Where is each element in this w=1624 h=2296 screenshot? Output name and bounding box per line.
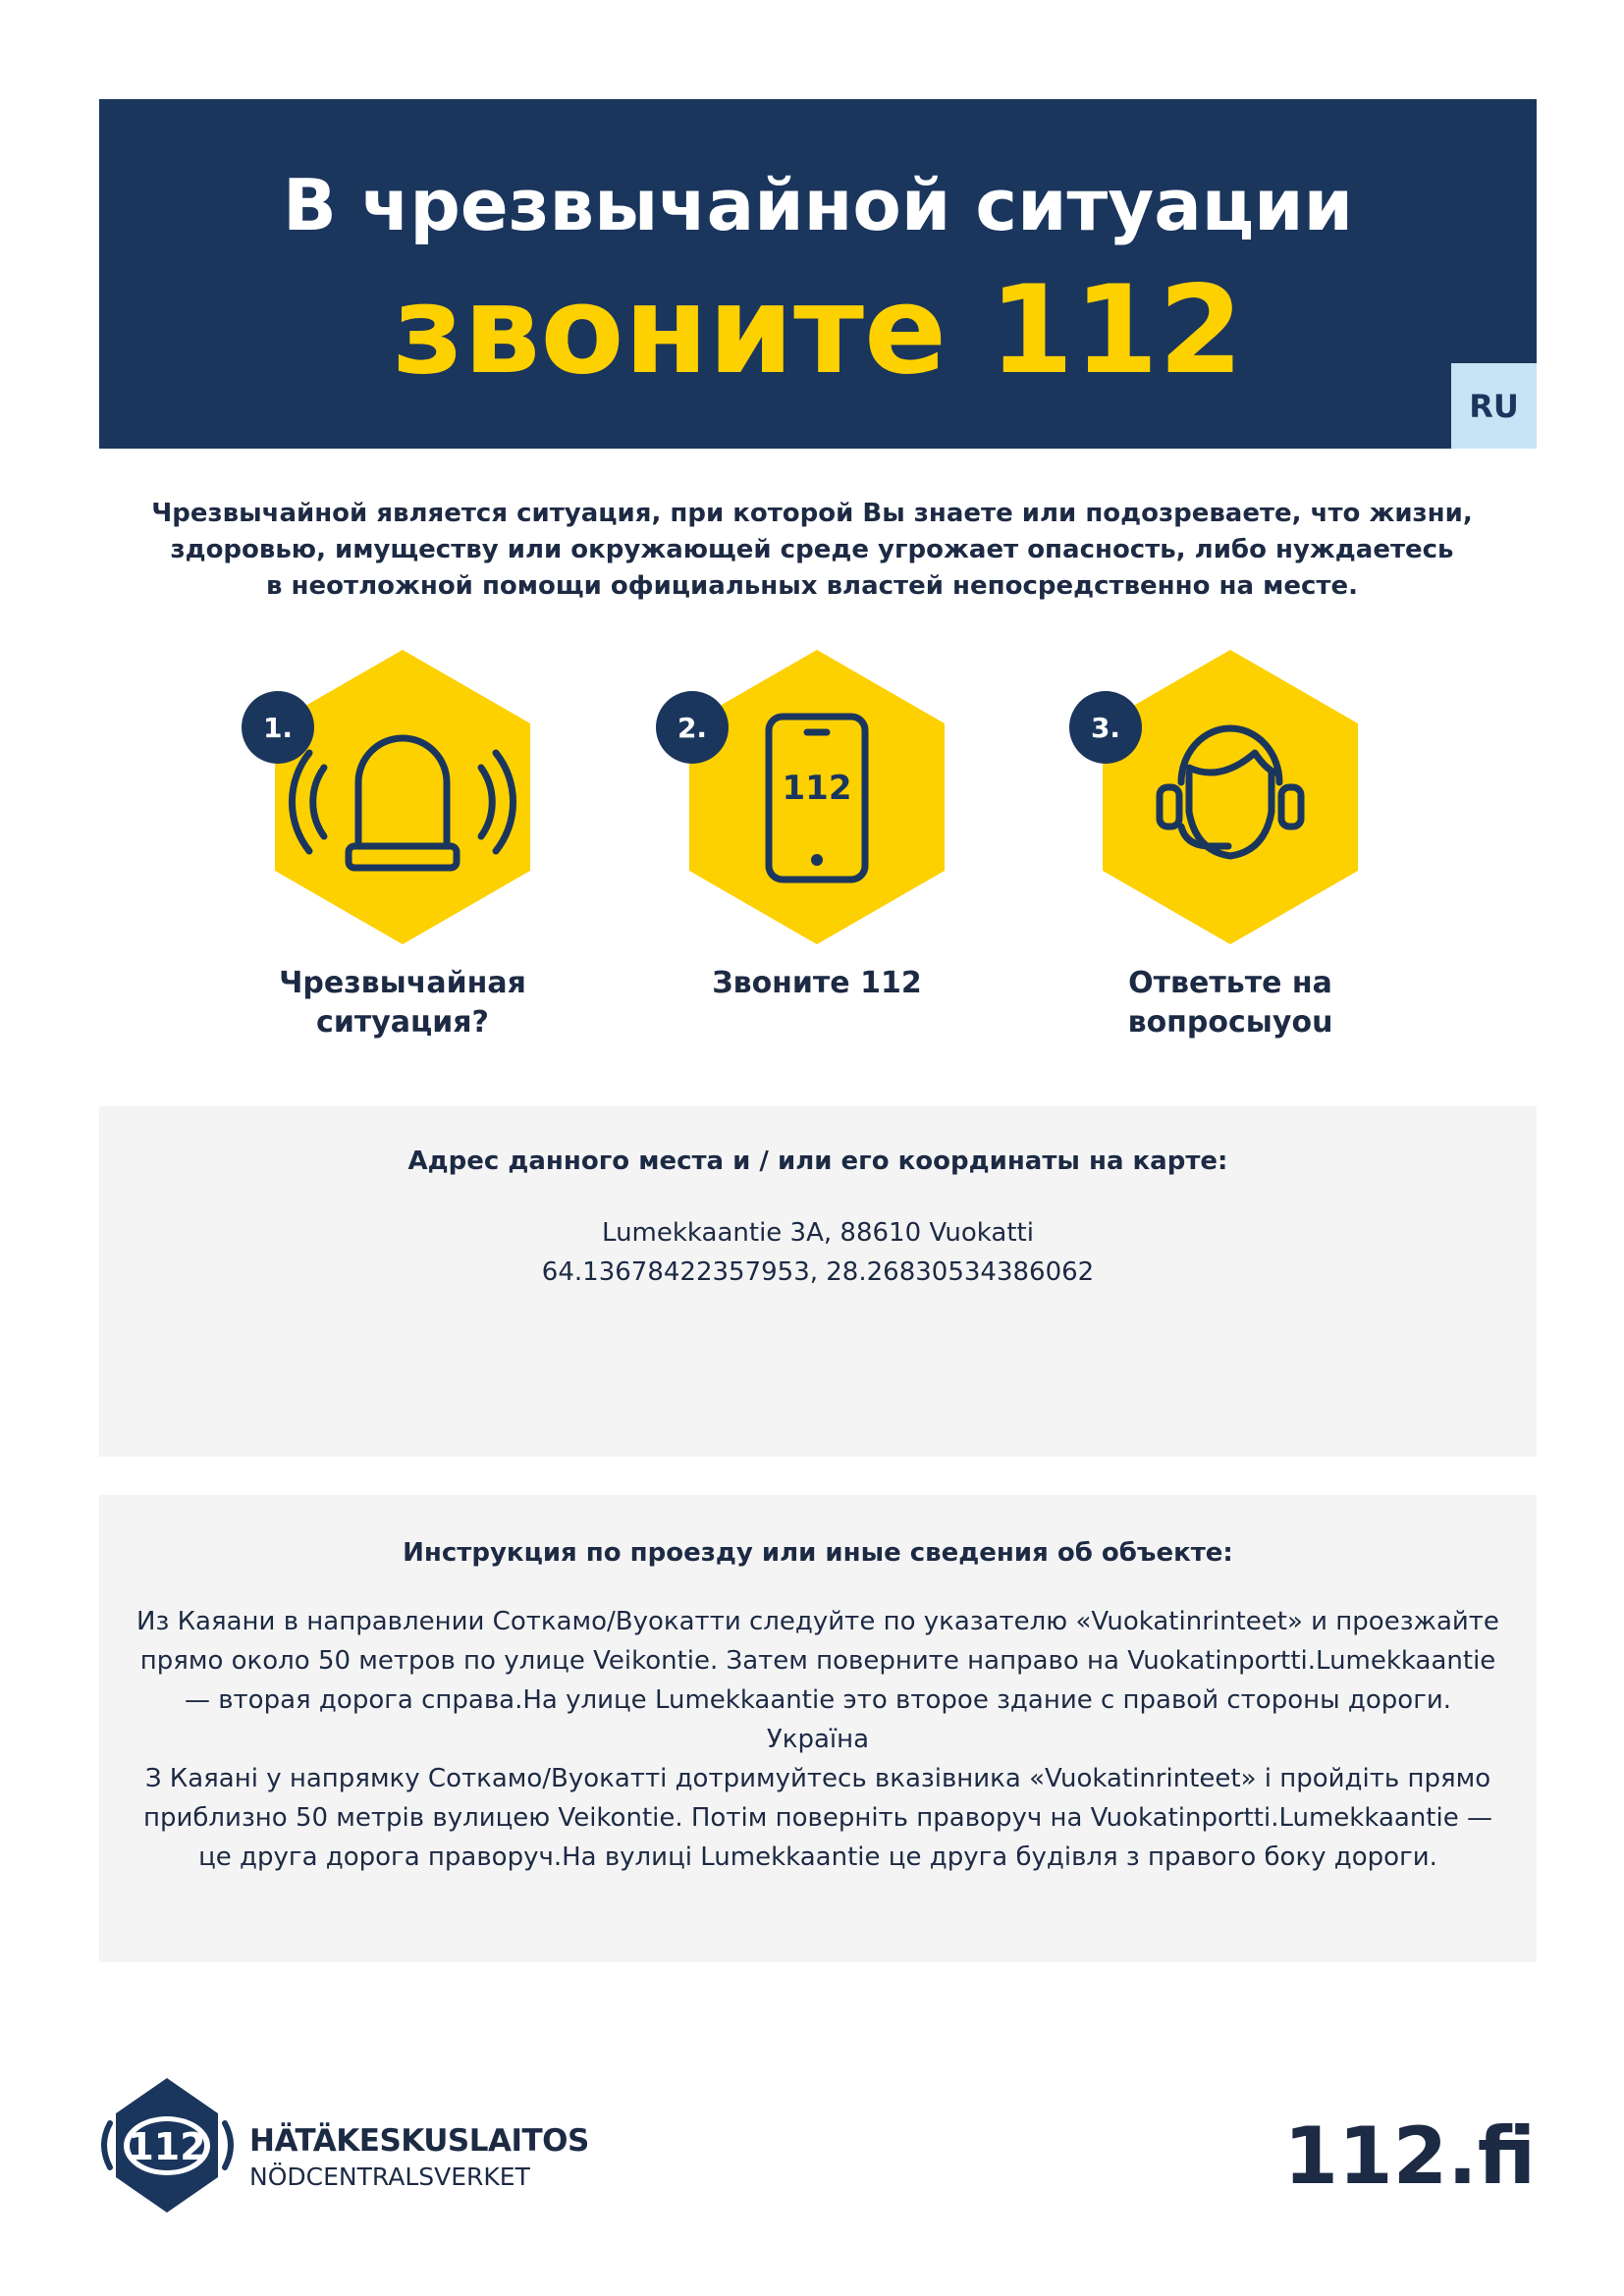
directions-title: Инструкция по проезду или иные сведения об объекте:: [403, 1538, 1233, 1568]
address-title: Адрес данного места и / или его координаты на карте:: [407, 1147, 1228, 1176]
step-number-badge: 1.: [242, 691, 314, 764]
phone-screen-text: 112: [782, 769, 852, 808]
directions-line: — вторая дорога справа.На улице Lumekkaantie это второе здание с правой стороны дороги.: [184, 1685, 1452, 1715]
directions-line: З Каяані у напрямку Соткамо/Вуокатті дотримуйтесь вказівника «Vuokatinrinteet» і пройдіть прямо: [144, 1764, 1491, 1793]
step-3-label: [1034, 964, 1427, 1042]
address-street: Lumekkaantie 3A, 88610 Vuokatti: [602, 1218, 1034, 1248]
intro-paragraph: [137, 496, 1487, 605]
header-subtitle: звоните 112: [392, 260, 1244, 401]
step-label-line: Ответьте на: [1128, 966, 1332, 1000]
directions-line: Україна: [766, 1725, 870, 1754]
address-box: [99, 1106, 1537, 1457]
directions-text: [99, 1602, 1537, 1877]
intro-line: Чрезвычайной является ситуация, при которой Вы знаете или подозреваете, что жизни,: [151, 499, 1473, 528]
intro-line: здоровью, имуществу или окружающей среде угрожает опасность, либо нуждаетесь: [170, 535, 1454, 564]
logo-number: 112: [128, 2125, 206, 2168]
step-label-line: Звоните 112: [712, 966, 922, 1000]
intro-line: в неотложной помощи официальных властей непосредственно на месте.: [266, 571, 1358, 601]
org-name-fi: HÄTÄKESKUSLAITOS: [249, 2123, 589, 2159]
org-logo: [96, 2074, 239, 2216]
header-banner: [99, 99, 1537, 449]
step-2-label: [621, 964, 1013, 1003]
directions-line: приблизно 50 метрів вулицею Veikontie. Потім поверніть праворуч на Vuokatinportti.Lumekkaantie —: [143, 1803, 1492, 1833]
website-link[interactable]: 112.fi: [1283, 2110, 1536, 2202]
directions-line: це друга дорога праворуч.На вулиці Lumekkaantie це друга будівля з правого боку дороги.: [198, 1842, 1437, 1872]
address-coordinates: 64.13678422357953, 28.26830534386062: [541, 1257, 1095, 1287]
language-badge: RU: [1451, 363, 1537, 449]
header-title: В чрезвычайной ситуации: [282, 164, 1354, 246]
step-1-label: [206, 964, 599, 1042]
step-number-badge: 3.: [1069, 691, 1142, 764]
org-name-sv: NÖDCENTRALSVERKET: [249, 2163, 530, 2191]
directions-line: прямо около 50 метров по улице Veikontie. Затем поверните направо на Vuokatinportti.Lumekkaantie: [139, 1646, 1496, 1676]
step-label-line: вопросыyou: [1127, 1005, 1333, 1040]
step-label-line: ситуация?: [316, 1005, 489, 1040]
directions-line: Из Каяани в направлении Соткамо/Вуокатти следуйте по указателю «Vuokatinrinteet» и проезжайте: [136, 1607, 1499, 1636]
step-label-line: Чрезвычайная: [279, 966, 526, 1000]
directions-box: [99, 1495, 1537, 1962]
step-number-badge: 2.: [656, 691, 729, 764]
